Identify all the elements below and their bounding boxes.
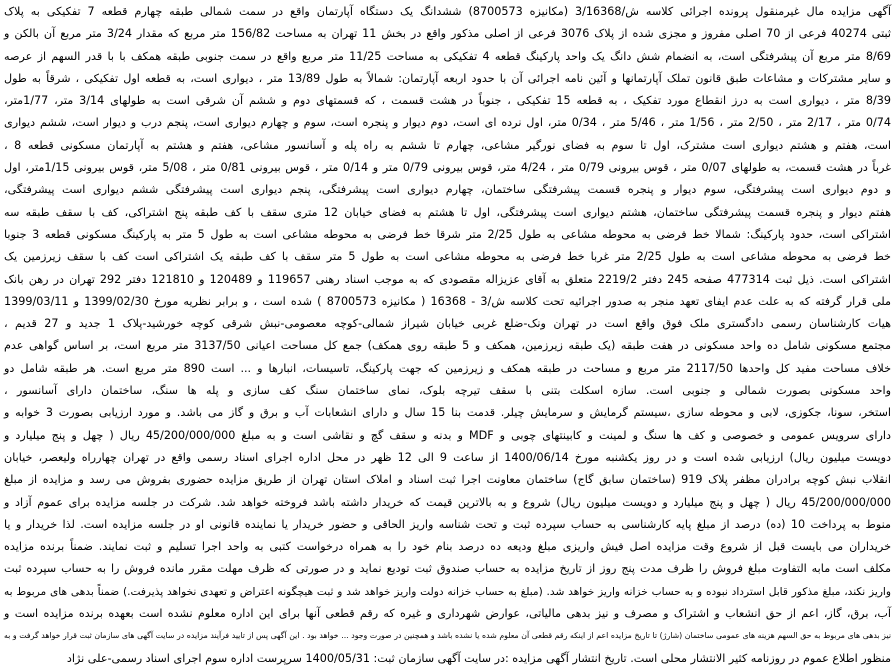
notice-line: مجتمع مسکونی شامل ده واحد مسکونی در هفت طبقه (یک طبقه زیرزمین، همکف و 5 طبقه روی همکف) جمع کل مساحت اعیانی 3137/50 متر مربع است، بر اساس گواهی عدم <box>4 339 891 353</box>
notice-line: و دوم دیواری است پیشرفتگی، سوم دیوار و پنجره قسمت پیشرفتگی ساختمان، چهارم دیواری است پیشرفتگی، پنجم دیواری است پیشرفتگی ششم دیواری است پیشرفتگی، <box>4 183 891 197</box>
notice-line: انقلاب نبش کوچه برادران مظفر پلاک 919 (ساختمان سابق گاج) ساختمان معاونت اجرا ثبت اسناد و املاک استان تهران از طریق مزایده حضوری بفروش می رسد و مزایده از مبلغ <box>4 473 891 487</box>
notice-line: منوط به پرداخت 10 (ده) درصد از مبلغ پایه کارشناسی به حساب سپرده ثبت و تحت شناسه واریز الحاقی و حضور خریدار یا نماینده قانونی او در جلسه مزایده است. لذا خریدار و یا <box>4 517 891 531</box>
notice-line: دارای سرویس عمومی و خصوصی و کف ها سنگ و لمینت و کابینتهای چوبی و MDF و بدنه و سقف گچ و نقاشی است و به مبلغ 45/200/000/000 ریال ( چهل و پنج میلیارد و <box>4 428 892 442</box>
notice-line: استخر، سونا، جکوزی، لابی و محوطه سازی ،سیستم گرمایش و سرمایش چیلر. قدمت بنا 15 سال و دارای انشعابات آب و برق و گاز می باشد. و مورد ارزیابی بصورت 3 خوابه و <box>4 406 891 420</box>
notice-line: است، هفتم و هشتم دیواری است مشترک، اول تا سوم به فضای نورگیر مشاعی، چهارم تا ششم به راه پله و آسانسور مشاعی، هفتم و هشتم به آپارتمان مسکونی قطعه 8 ، <box>4 138 891 152</box>
notice-line: واریز نکند، مبلغ مذکور قابل استرداد نبوده و به حساب خزانه واریز خواهد شد. (مبلغ به حساب خزانه دولت واریز خواهد شد و ثبت هیچگونه اعتراض و تعهدی نخواهد پذیرفت.) ضمناً بدهی های مربوط به <box>4 585 891 598</box>
notice-line: 45/200/000/000 ریال ( چهل و پنج میلیارد و دویست میلیون ریال) شروع و به بالاترین قیمت که خریدار داشته باشد فروخته خواهد شد. شرکت در جلسه مزایده برای عموم آزاد و <box>4 495 891 509</box>
notice-line: نیز بدهی های مربوط به حق السهم هزینه های عمومی ساختمان (شارژ) تا تاریخ مزایده اعم از اینکه رقم قطعی آن معلوم شده یا نشده باشد و همچنین در صورت وجود ... خواهد بود . این آگهی پس از تایید فرآیند مزایده در سایت آگهی های سازمان ثبت قرار خواهد گرفت و به <box>4 631 891 641</box>
notice-line: آگهی مزایده مال غیرمنقول پرونده اجرائی کلاسه ش/3/16368 (مکانیزه 8700573) ششدانگ یک دستگاه آپارتمان واقع در سمت شمالی طبقه چهارم قطعه 7 تفکیکی به پلاک <box>4 5 891 18</box>
notice-line: 8/69 متر مربع آن پیشرفتگی است، به انضمام شش دانگ یک واحد پارکینگ قطعه 4 تفکیکی به مساحت 11/25 متر مربع واقع در سمت جنوبی طبقه همکف با با قدر السهم از عرصه <box>4 49 891 63</box>
notice-line: دویست میلیون ریال) ارزیابی شده است و در روز یکشنبه مورخ 1400/06/14 از ساعت 9 الی 12 ظهر در محل اداره اجرای اسناد رسمی واقع در تهران چهارراه ولیعصر، خیابان <box>4 450 892 464</box>
notice-line: خلاف مساحت مفید کل واحدها 2117/50 متر مربع و مساحت در طبقه همکف و زیرزمین که جهت پارکینگ، تاسیسات، انبارها و ... است 890 متر مربع است. هر طبقه شامل دو <box>4 361 891 375</box>
notice-line: مکلف است مابه التفاوت مبلغ فروش را ظرف مدت پنج روز از تاریخ مزایده به حساب صندوق ثبت تودیع نماید و در صورتی که ظرف مهلت مقرر مانده فروش را به حساب سپرده ثبت <box>4 562 891 576</box>
notice-line: اشتراکی است، حدود پارکینگ: شمالا خط فرضی به محوطه مشاعی به طول 2/25 متر شرقا خط فرضی به محوطه مشاعی است به طول 5 متر به پارکینگ مسکونی قطعه 3 جنوبا <box>4 227 892 241</box>
notice-line: خط فرضی به محوطه مشاعی است به طول 2/25 متر غربا خط فرضی به محوطه مشاعی است به طول 5 متر سقف با کف طبقه یک اشتراکی است کف با سقف زیرزمین یک <box>4 250 891 264</box>
notice-line: واحد مسکونی بصورت شمالی و جنوبی است. سازه اسکلت بتنی با سقف تیرچه بلوک، نمای ساختمان سنگ کف سازی و پله ها سنگ، ساختمان دارای آسانسور ، <box>4 384 891 398</box>
notice-line: خریداران می بایست قبل از شروع وقت مزایده اصل فیش واریزی مبلغ ودیعه ده درصد بنام خود را به همراه درخواست کتبی به واحد اجرا تسلیم و ثبت نمایند. ضمناً برنده مزایده <box>4 540 891 554</box>
notice-line: 8/39 متر ، دیواری است به درز انقطاع مورد تفکیک ، به قطعه 15 تفکیکی ، جنوباً در هشت قسمت ، که قسمتهای دوم و ششم آن شرقی است به طولهای 3/14 متر، 1/77متر، <box>4 94 891 108</box>
notice-line: و سایر مشترکات و مشاعات طبق قانون تملک آپارتمانها و آئین نامه اجرائی آن با حدود اربعه آپارتمان: شمالاً به طول 13/89 متر ، دیواری است، به قطعه اول تفکیکی ، شرقاً به طول <box>4 71 891 85</box>
notice-line: ملی قرار گرفته که به علت عدم ایفای تعهد منجر به صدور اجرائیه تحت کلاسه ش/3 - 16368 ( مکانیزه 8700573 ) شده است ، و برابر نظریه مورخ 1399/02/30 و 1399/03/11 <box>4 294 891 308</box>
notice-line: هفتم دیوار و پنجره قسمت پیشرفتگی ساختمان، هشتم دیواری است پیشرفتگی، اول تا هشتم به فضای خیابان 12 متری سقف با کف طبقه پنج اشتراکی، کف با سقف طبقه سه <box>4 205 892 219</box>
notice-line: ثبتی 40274 فرعی از 70 اصلی مفروز و مجزی شده از پلاک 3076 فرعی از اصلی مذکور واقع در بخش 11 تهران به مساحت 156/82 متر مربع که مقدار 3/24 متر مربع آن بالکن و <box>4 27 891 41</box>
notice-line: غرباً در هشت قسمت، به طولهای 0/07 متر ، قوس بیرونی 0/79 متر ، 4/24 متر، قوس بیرونی 0/79 متر و 0/14 متر ، قوس بیرونی 0/81 متر ، 5/08 متر، قوس بیرونی 1/15متر، اول <box>4 161 891 175</box>
notice-line: هیات کارشناسان رسمی دادگستری ملک فوق واقع است در تهران ونک-ضلع غربی خیابان شیراز شمالی-کوچه معصومی-نبش شرقی کوچه خورشید-پلاک 1 جدید و 27 قدیم ، <box>4 317 891 331</box>
notice-line: اشتراکی است. ذیل ثبت 477314 صفحه 245 دفتر 2219/2 متعلق به آقای عزیزاله مقصودی که به موجب اسناد رهنی 119657 و 120489 و 121810 دفتر 292 تهران در رهن بانک <box>4 272 891 286</box>
notice-line: منظور اطلاع عموم در روزنامه کثیر الانتشار محلی است. تاریخ انتشار آگهی مزایده :در سایت آگهی سازمان ثبت: 1400/05/31 سرپرست اداره سوم اجرای اسناد رسمی-علی نژاد <box>66 651 891 665</box>
notice-line: آب، برق، گاز، اعم از حق انشعاب و اشتراک و مصرف و نیز بدهی مالیاتی، عوارض شهرداری و غیره که رقم قطعی آنها برای این اداره معلوم نشده است بعهده برنده مزایده است و <box>4 607 891 621</box>
notice-line: 0/74 متر ، 2/17 متر ، 2/50 متر ، 1/56 متر ، 5/46 متر ، 0/34 متر، اول نرده ای است، دوم دیوار و پنجره است، سوم و چهارم دیواری است، پنجم درب و دیوار است، ششم دیواری <box>4 116 891 130</box>
